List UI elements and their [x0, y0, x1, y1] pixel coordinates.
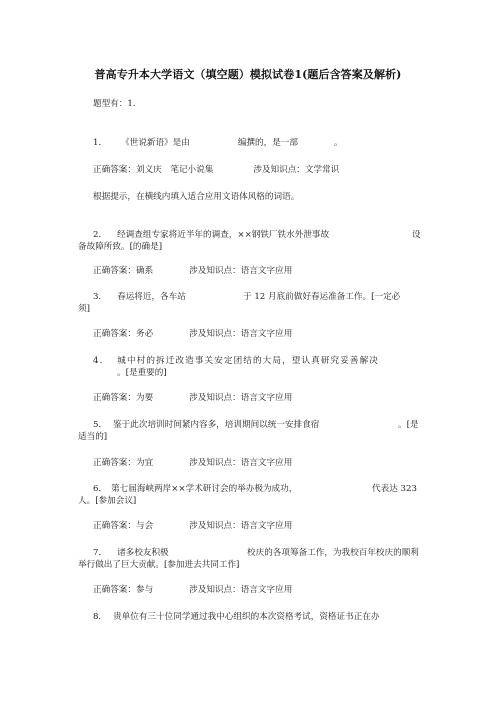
stem-text: 城中村的拆迁改造事关安定团结的大局，望认真研究妥善解决: [117, 356, 379, 366]
question-7-answer-row: [93, 585, 292, 596]
question-7-stem: [93, 548, 169, 559]
knowledge-point: 涉及知识点：语言文字应用: [189, 458, 293, 468]
stem-text: 鉴于此次培训时间紧内容多，培训期间以统一安排食宿: [113, 420, 320, 430]
question-2-answer-row: [93, 266, 292, 277]
question-number: 8．: [93, 612, 108, 622]
question-4-stem: [93, 356, 379, 367]
correct-answer: 正确答案：与会: [93, 521, 154, 531]
stem-text: 第七届海峡两岸××学术研讨会的举办极为成功，: [111, 484, 298, 494]
correct-answer: 正确答案：确系: [93, 266, 154, 276]
question-number: 2．: [93, 230, 108, 240]
question-5-stem-tail: 。[是: [398, 420, 419, 430]
question-3-stem-tail: 于 12 月底前做好春运准备工作。[一定必: [243, 292, 401, 302]
question-6-answer-row: [93, 521, 292, 532]
correct-answer: 正确答案：刘义庆 笔记小说集: [93, 165, 214, 175]
page-title: 普高专升本大学语文（填空题）模拟试卷1(题后含答案及解析): [94, 68, 402, 81]
question-number: 5．: [93, 420, 108, 430]
knowledge-point: 涉及知识点：语言文字应用: [189, 585, 293, 595]
question-4-answer-row: [93, 393, 292, 404]
question-6-stem-line2: 人。[参加会议]: [78, 496, 137, 506]
question-4-stem-line2: 。[是重要的]: [117, 368, 167, 378]
stem-part: 《世说新语》是由: [121, 138, 190, 148]
question-2-stem-line2: 备故障所致。[的确是]: [78, 242, 163, 252]
question-1-stem: [93, 138, 343, 149]
question-number: 6．: [93, 484, 108, 494]
question-5-stem-line2: 适当的]: [78, 432, 108, 442]
question-number: 7．: [93, 548, 108, 558]
stem-text: 贵单位有三十位同学通过我中心组织的本次资格考试，资格证书正在办: [113, 612, 380, 622]
question-7-stem-line2: 举行做出了巨大贡献。[参加进去共同工作]: [78, 560, 240, 570]
correct-answer: 正确答案：为要: [93, 393, 154, 403]
knowledge-point: 涉及知识点：语言文字应用: [189, 521, 293, 531]
question-6-stem: [93, 484, 297, 495]
question-3-answer-row: [93, 329, 292, 340]
question-6-stem-tail: 代表达 323: [372, 484, 417, 494]
stem-text: 诸多校友积极: [117, 548, 169, 558]
question-types: 题型有：1.: [93, 99, 136, 109]
knowledge-point: 涉及知识点：语言文字应用: [189, 329, 293, 339]
correct-answer: 正确答案：为宜: [93, 458, 154, 468]
question-7-stem-tail: 校庆的各项筹备工作，为我校百年校庆的顺利: [247, 548, 419, 558]
question-2-stem: [93, 230, 329, 241]
stem-part: 编撰的，是一部: [237, 138, 298, 148]
knowledge-point: 涉及知识点：语言文字应用: [189, 393, 293, 403]
question-5-stem: [93, 420, 319, 431]
knowledge-point: 涉及知识点：语言文字应用: [189, 266, 293, 276]
question-2-stem-tail: 设: [412, 230, 421, 240]
knowledge-point: 涉及知识点：文学常识: [253, 165, 340, 175]
question-number: 3．: [93, 292, 108, 302]
question-5-answer-row: [93, 458, 292, 469]
question-3-stem-line2: 须]: [78, 304, 90, 314]
stem-part: 。: [334, 138, 343, 148]
question-number: 1．: [93, 138, 108, 148]
stem-text: 春运将近，各车站: [117, 292, 186, 302]
correct-answer: 正确答案：参与: [93, 585, 154, 595]
stem-text: 经调查组专家将近半年的调查，××钢铁厂铁水外泄事故: [117, 230, 330, 240]
hint-text: 根据提示，在横线内填入适合应用文语体风格的词语。: [93, 192, 300, 202]
correct-answer: 正确答案：务必: [93, 329, 154, 339]
question-8-stem: [93, 612, 379, 623]
question-3-stem: [93, 292, 186, 303]
question-1-answer-row: [93, 165, 339, 176]
question-number: 4．: [93, 356, 110, 366]
